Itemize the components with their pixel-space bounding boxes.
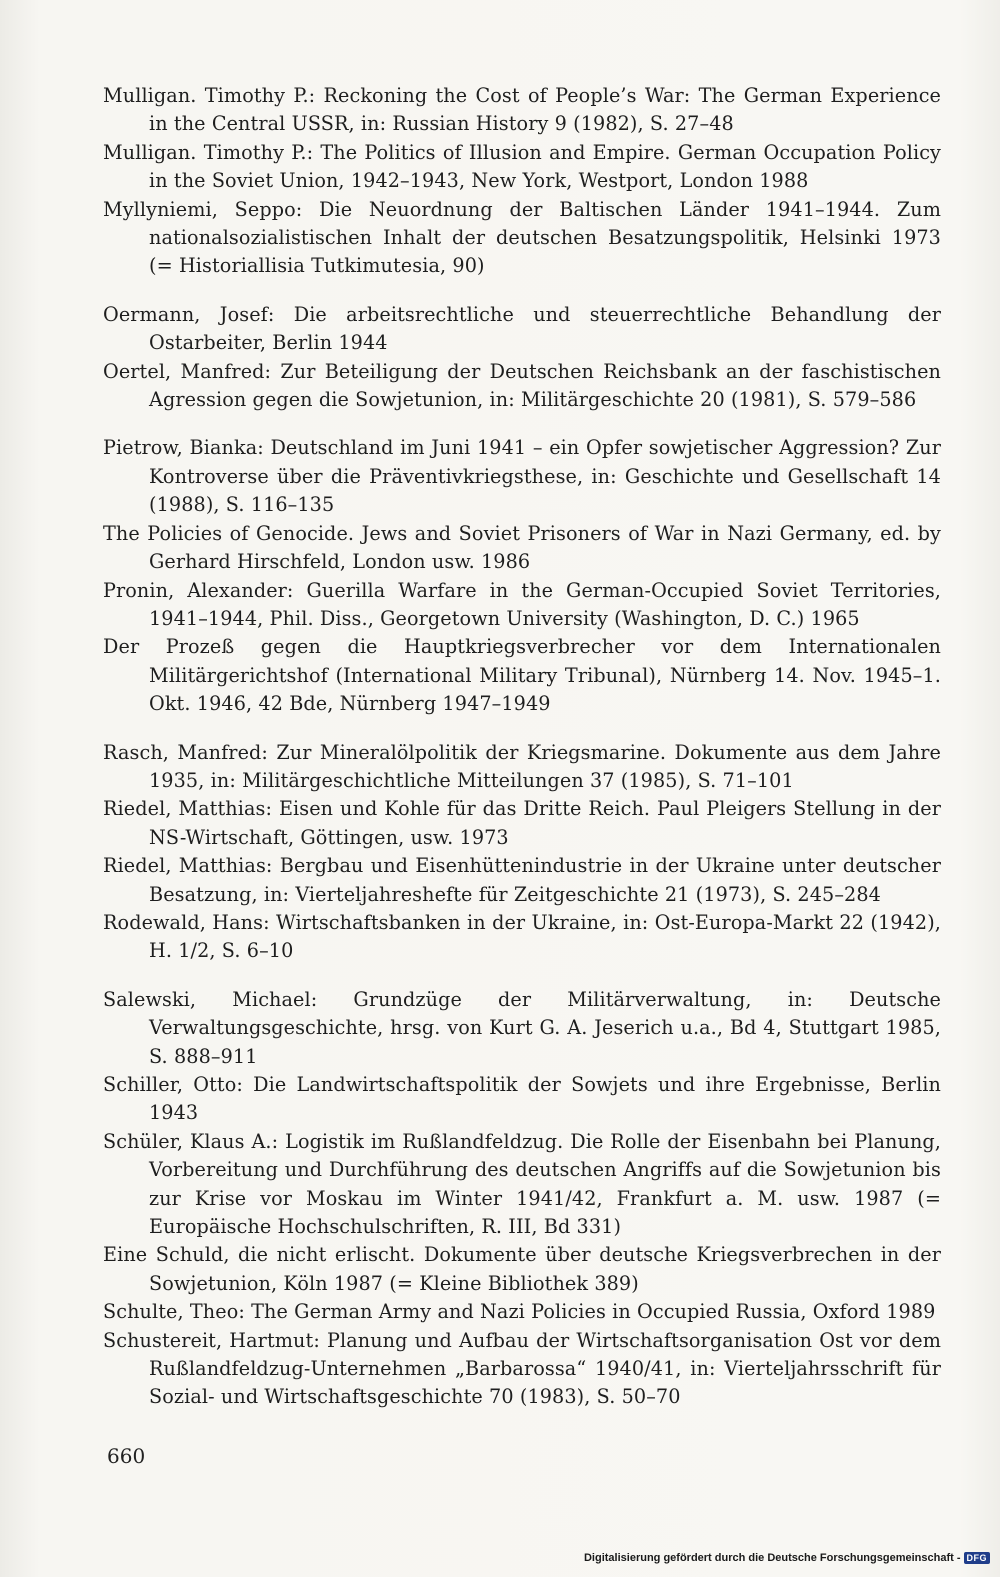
bibliography: [103, 82, 941, 1432]
bibliography-entry: Oertel, Manfred: Zur Beteiligung der Deutschen Reichsbank an der faschistischen Agression gegen die Sowjetunion, in: Militärgeschichte 20 (1981), S. 579–586: [103, 359, 941, 412]
bibliography-entry: Mulligan. Timothy P.: Reckoning the Cost of People’s War: The German Experience in the Central USSR, in: Russian History 9 (1982), S. 27–48: [103, 84, 941, 136]
bibliography-entry: The Policies of Genocide. Jews and Soviet Prisoners of War in Nazi Germany, ed. by Gerhard Hirschfeld, London usw. 1986: [103, 521, 941, 574]
bibliography-entry: Schiller, Otto: Die Landwirtschaftspolitik der Sowjets und ihre Ergebnisse, Berlin 1943: [103, 1073, 941, 1125]
bibliography-entry: Pietrow, Bianka: Deutschland im Juni 1941 – ein Opfer sowjetischer Aggression? Zur Kontroverse über die Präventivkriegsthese, in: Geschichte und Gesellschaft 14 (1988), S. 116–135: [103, 436, 941, 517]
bibliography-entry: Mulligan. Timothy P.: The Politics of Illusion and Empire. German Occupation Policy in the Soviet Union, 1942–1943, New York, Westport, London 1988: [103, 140, 941, 193]
bibliography-entry: Pronin, Alexander: Guerilla Warfare in the German-Occupied Soviet Territories, 1941–1944, Phil. Diss., Georgetown University (Washington, D. C.) 1965: [103, 578, 941, 630]
dfg-logo: DFG: [964, 1552, 991, 1564]
bibliography-entry: Oermann, Josef: Die arbeitsrechtliche und steuerrechtliche Behandlung der Ostarbeiter, Berlin 1944: [103, 302, 941, 355]
bibliography-group: [103, 986, 941, 1412]
bibliography-entry: Schüler, Klaus A.: Logistik im Rußlandfeldzug. Die Rolle der Eisenbahn bei Planung, Vorbereitung und Durchführung des deutschen Angriffs auf die Sowjetunion bis zur Krise vor Moskau im Winter 1941/42, Frankfurt a. M. usw. 1987 (= Europäische Hochschulschriften, R. III, Bd 331): [103, 1129, 941, 1239]
bibliography-entry: Schulte, Theo: The German Army and Nazi Policies in Occupied Russia, Oxford 1989: [103, 1300, 936, 1324]
bibliography-entry: Riedel, Matthias: Eisen und Kohle für das Dritte Reich. Paul Pleigers Stellung in der NS-Wirtschaft, Göttingen, usw. 1973: [103, 797, 941, 849]
bibliography-entry: Der Prozeß gegen die Hauptkriegsverbrecher vor dem Internationalen Militärgerichtshof (International Military Tribunal), Nürnberg 14. Nov. 1945–1. Okt. 1946, 42 Bde, Nürnberg 1947–1949: [103, 635, 941, 716]
bibliography-entry: Eine Schuld, die nicht erlischt. Dokumente über deutsche Kriegsverbrechen in der Sowjetunion, Köln 1987 (= Kleine Bibliothek 389): [103, 1243, 941, 1295]
bibliography-entry: Rasch, Manfred: Zur Mineralölpolitik der Kriegsmarine. Dokumente aus dem Jahre 1935, in: Militärgeschichtliche Mitteilungen 37 (1985), S. 71–101: [103, 740, 941, 792]
bibliography-group: [103, 301, 941, 415]
bibliography-group: [103, 434, 941, 718]
digitization-footer: [584, 1552, 990, 1564]
bibliography-group: [103, 739, 941, 966]
footer-text: Digitalisierung gefördert durch die Deutsche Forschungsgemeinschaft -: [583, 1552, 961, 1564]
bibliography-entry: Salewski, Michael: Grundzüge der Militärverwaltung, in: Deutsche Verwaltungsgeschichte, hrsg. von Kurt G. A. Jeserich u.a., Bd 4, Stuttgart 1985, S. 888–911: [103, 987, 941, 1068]
bibliography-entry: Riedel, Matthias: Bergbau und Eisenhüttenindustrie in der Ukraine unter deutscher Besatzung, in: Vierteljahreshefte für Zeitgeschichte 21 (1973), S. 245–284: [103, 854, 941, 906]
bibliography-group: [103, 82, 941, 281]
bibliography-entry: Rodewald, Hans: Wirtschaftsbanken in der Ukraine, in: Ost-Europa-Markt 22 (1942), H. 1/2, S. 6–10: [103, 910, 941, 963]
bibliography-entry: Schustereit, Hartmut: Planung und Aufbau der Wirtschaftsorganisation Ost vor dem Rußlandfeldzug-Unternehmen „Barbarossa“ 1940/41, in: Vierteljahrsschrift für Sozial- und Wirtschaftsgeschichte 70 (1983), S. 50–70: [103, 1328, 941, 1409]
bibliography-entry: Myllyniemi, Seppo: Die Neuordnung der Baltischen Länder 1941–1944. Zum nationalsozialistischen Inhalt der deutschen Besatzungspolitik, Helsinki 1973 (= Historiallisia Tutkimutesia, 90): [103, 197, 941, 278]
page-number: 660: [107, 1444, 146, 1468]
